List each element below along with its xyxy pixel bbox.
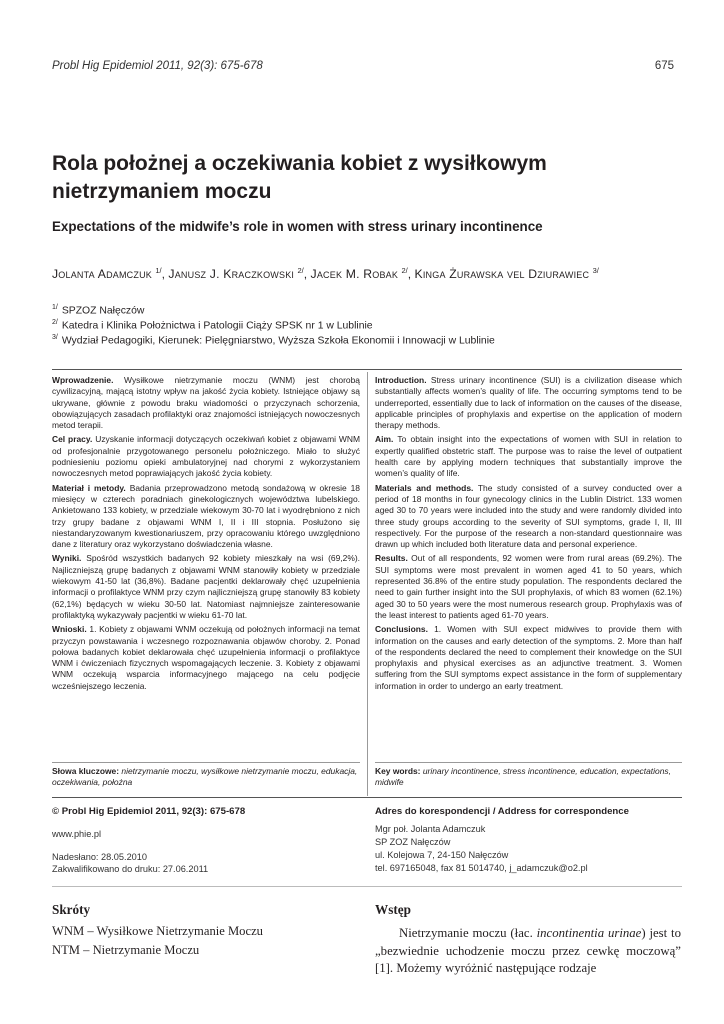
affiliation: $^{3/}$ Wydział Pedagogiki, Kierunek: Pielęgniarstwo, Wyższa Szkoła Ekonomii i Innowacji w Lublinie bbox=[52, 334, 495, 347]
introduction-text: Nietrzymanie moczu (łac. incontinentia urinae) jest to „bezwiednie uchodzenie moczu przez cewkę moczową” [1]. Możemy wyróżnić następujące rodzaje bbox=[375, 926, 681, 975]
abstract-paragraph: Introduction. Stress urinary incontinence (SUI) is a civilization disease which substantially affects women’s quality of life. The occurring symptoms tend to be underreported, essentially due to lack of information on the causes of the disease, applicable principles of prophylaxis and expertise on the application of modern therapy methods. bbox=[375, 375, 682, 431]
keywords-rule bbox=[52, 762, 360, 763]
author: Jolanta Adamczuk $^{1/}$, bbox=[52, 266, 169, 282]
journal-website[interactable]: www.phie.pl bbox=[52, 829, 102, 839]
author: Kinga Żurawska vel Dziurawiec $^{3/}$ bbox=[414, 266, 599, 282]
author-list bbox=[52, 266, 692, 281]
abstract-paragraph: Wyniki. Spośród wszystkich badanych 92 kobiety mieszkały na wsi (69,2%). Najliczniejszą grupę badanych z objawami WNM stanowiły kobiety w przedziale wiekowym 41-50 lat (36,8%). Badane pacjentki deklarowały chęć uzupełnienia informacji o profilaktyce WNM przy czym najliczniejszą grupę stanowiły 83 kobiety (62,1%) będących w wieku 30-50 lat. Natomiast najmniejsze zainteresowanie profilaktyką wykazywały pacjentki w wieku 61-70 lat. bbox=[52, 553, 360, 620]
keywords-english: Key words: urinary incontinence, stress incontinence, education, expectations, midwife bbox=[375, 766, 671, 788]
correspondence-line: Mgr poł. Jolanta Adamczuk bbox=[375, 824, 486, 834]
affiliation: $^{2/}$ Katedra i Klinika Położnictwa i Patologii Ciąży SPSK nr 1 w Lublinie bbox=[52, 319, 373, 332]
correspondence-line: ul. Kolejowa 7, 24-150 Nałęczów bbox=[375, 850, 509, 860]
received-date: Nadesłano: 28.05.2010 bbox=[52, 852, 148, 862]
author: Jacek M. Robak $^{2/}$, bbox=[310, 266, 415, 282]
abstract-bottom-rule bbox=[52, 797, 682, 798]
page-number: 675 bbox=[654, 60, 674, 72]
citation: © Probl Hig Epidemiol 2011, 92(3): 675-678 bbox=[52, 806, 246, 817]
introduction-heading: Wstęp bbox=[375, 902, 411, 917]
abstract-paragraph: Conclusions. 1. Women with SUI expect midwives to provide them with information on the causes and early detection of the symptoms. 2. More than half of the respondents declared the need to complement their knowledge on the SUI prophylaxis and physical exercises as an adjunctive treatment. 3. Women suffering from the SUI symptoms expect assistance in the form of supplementary information in order to undergo an early treatment. bbox=[375, 624, 682, 691]
abstract-top-rule bbox=[52, 369, 682, 370]
author: Janusz J. Kraczkowski $^{2/}$, bbox=[168, 266, 311, 282]
keywords-rule bbox=[375, 762, 682, 763]
correspondence-line: SP ZOZ Nałęczów bbox=[375, 837, 451, 847]
abbreviation-item: WNM – Wysiłkowe Nietrzymanie Moczu bbox=[52, 924, 263, 938]
abstract-paragraph: Materials and methods. The study consisted of a survey conducted over a period of 18 months in four gynecology clinics in the Lublin District. 133 women aged 30 to 70 years were included into the study and were randomly divided into three study groups according to the severity of SUI symptoms, grade I, II, III respectively. For the purpose of the research a non-standard questionnaire was drawn up which included both literature data and personal experience. bbox=[375, 482, 682, 550]
abstract-english bbox=[375, 375, 682, 695]
abstract-paragraph: Wprowadzenie. Wysiłkowe nietrzymanie moczu (WNM) jest chorobą cywilizacyjną, mającą istotny wpływ na jakość życia kobiety. Istniejące objawy są ukrywane, głównie z powodu braku wiadomości o przyczynach schorzenia, obowiązujących zasadach profilaktyki oraz znajomości istniejących nowoczesnych metod terapii. bbox=[52, 375, 360, 431]
abstract-paragraph: Results. Out of all respondents, 92 women were from rural areas (69.2%). The SUI symptoms were most prevalent in women aged 41 to 50 years, which represented 36.8% of the entire study population. The respondents declared the need to gain further insight into the SUI prophylaxis, of which 83 women (62.1%) aged 30 to 50 years were the most numerous research group. Prophylaxis was of the least interest to patients aged 61-70 years. bbox=[375, 553, 682, 620]
abstract-paragraph: Aim. To obtain insight into the expectations of women with SUI in relation to expertly qualified obstetric staff. The purpose was to raise the level of outpatient health care by applying modern techniques that substantially improve the women’s quality of life. bbox=[375, 434, 682, 479]
correspondence-title: Adres do korespondencji / Address for correspondence bbox=[375, 806, 629, 817]
column-divider bbox=[367, 372, 368, 796]
abstract-paragraph: Cel pracy. Uzyskanie informacji dotyczących oczekiwań kobiet z objawami WNM od profesjonalnie przygotowanego personelu położniczego. Miało to służyć podniesieniu poziomu opieki ambulatoryjnej nad chorymi z wykorzystaniem nowoczesnych metod poprawiających jakość życia kobiety. bbox=[52, 434, 360, 479]
abstract-polish bbox=[52, 375, 360, 695]
article-title-polish: Rola położnej a oczekiwania kobiet z wysiłkowym nietrzymaniem moczu bbox=[52, 152, 547, 203]
affiliation: $^{1/}$ SPZOZ Nałęczów bbox=[52, 304, 145, 317]
correspondence-line: tel. 697165048, fax 81 5014740, j_adamczuk@o2.pl bbox=[375, 863, 588, 873]
abstract-paragraph: Wnioski. 1. Kobiety z objawami WNM oczekują od położnych informacji na temat przyczyn powstawania i wczesnego rozpoznawania objawów choroby. 2. Ponad połowa badanych kobiet deklarowała chęć uzupełnienia informacji o profilaktyce WNM i ćwiczeniach fizycznych wspomagających leczenie. 3. Kobiety z objawami WNM oczekują wsparcia informacyjnego mającego na celu podjęcie wcześniejszego leczenia. bbox=[52, 624, 360, 691]
abstract-paragraph: Materiał i metody. Badania przeprowadzono metodą sondażową w okresie 18 miesięcy w czterech poradniach ginekologicznych województwa lubelskiego. Ankietowano 133 kobiety, w przedziale wiekowym 30-70 lat i wyodrębniono z nich trzy grupy badane z objawami WNM I, II i III stopnia. Posłużono się niestandaryzowanym kwestionariuszem, przy opracowaniu którego uwzględniono dane z literatury oraz wykorzystano doświadczenia własne. bbox=[52, 482, 360, 550]
abbreviations-heading: Skróty bbox=[52, 902, 91, 917]
article-title-english: Expectations of the midwife’s role in women with stress urinary incontinence bbox=[52, 219, 543, 234]
accepted-date: Zakwalifikowano do druku: 27.06.2011 bbox=[52, 864, 209, 874]
running-header-journal: Probl Hig Epidemiol 2011, 92(3): 675-678 bbox=[52, 60, 263, 72]
abbreviation-item: NTM – Nietrzymanie Moczu bbox=[52, 943, 200, 957]
section-separator bbox=[52, 886, 682, 887]
keywords-polish: Słowa kluczowe: nietrzymanie moczu, wysiłkowe nietrzymanie moczu, edukacja, oczekiwania, położna bbox=[52, 766, 358, 788]
